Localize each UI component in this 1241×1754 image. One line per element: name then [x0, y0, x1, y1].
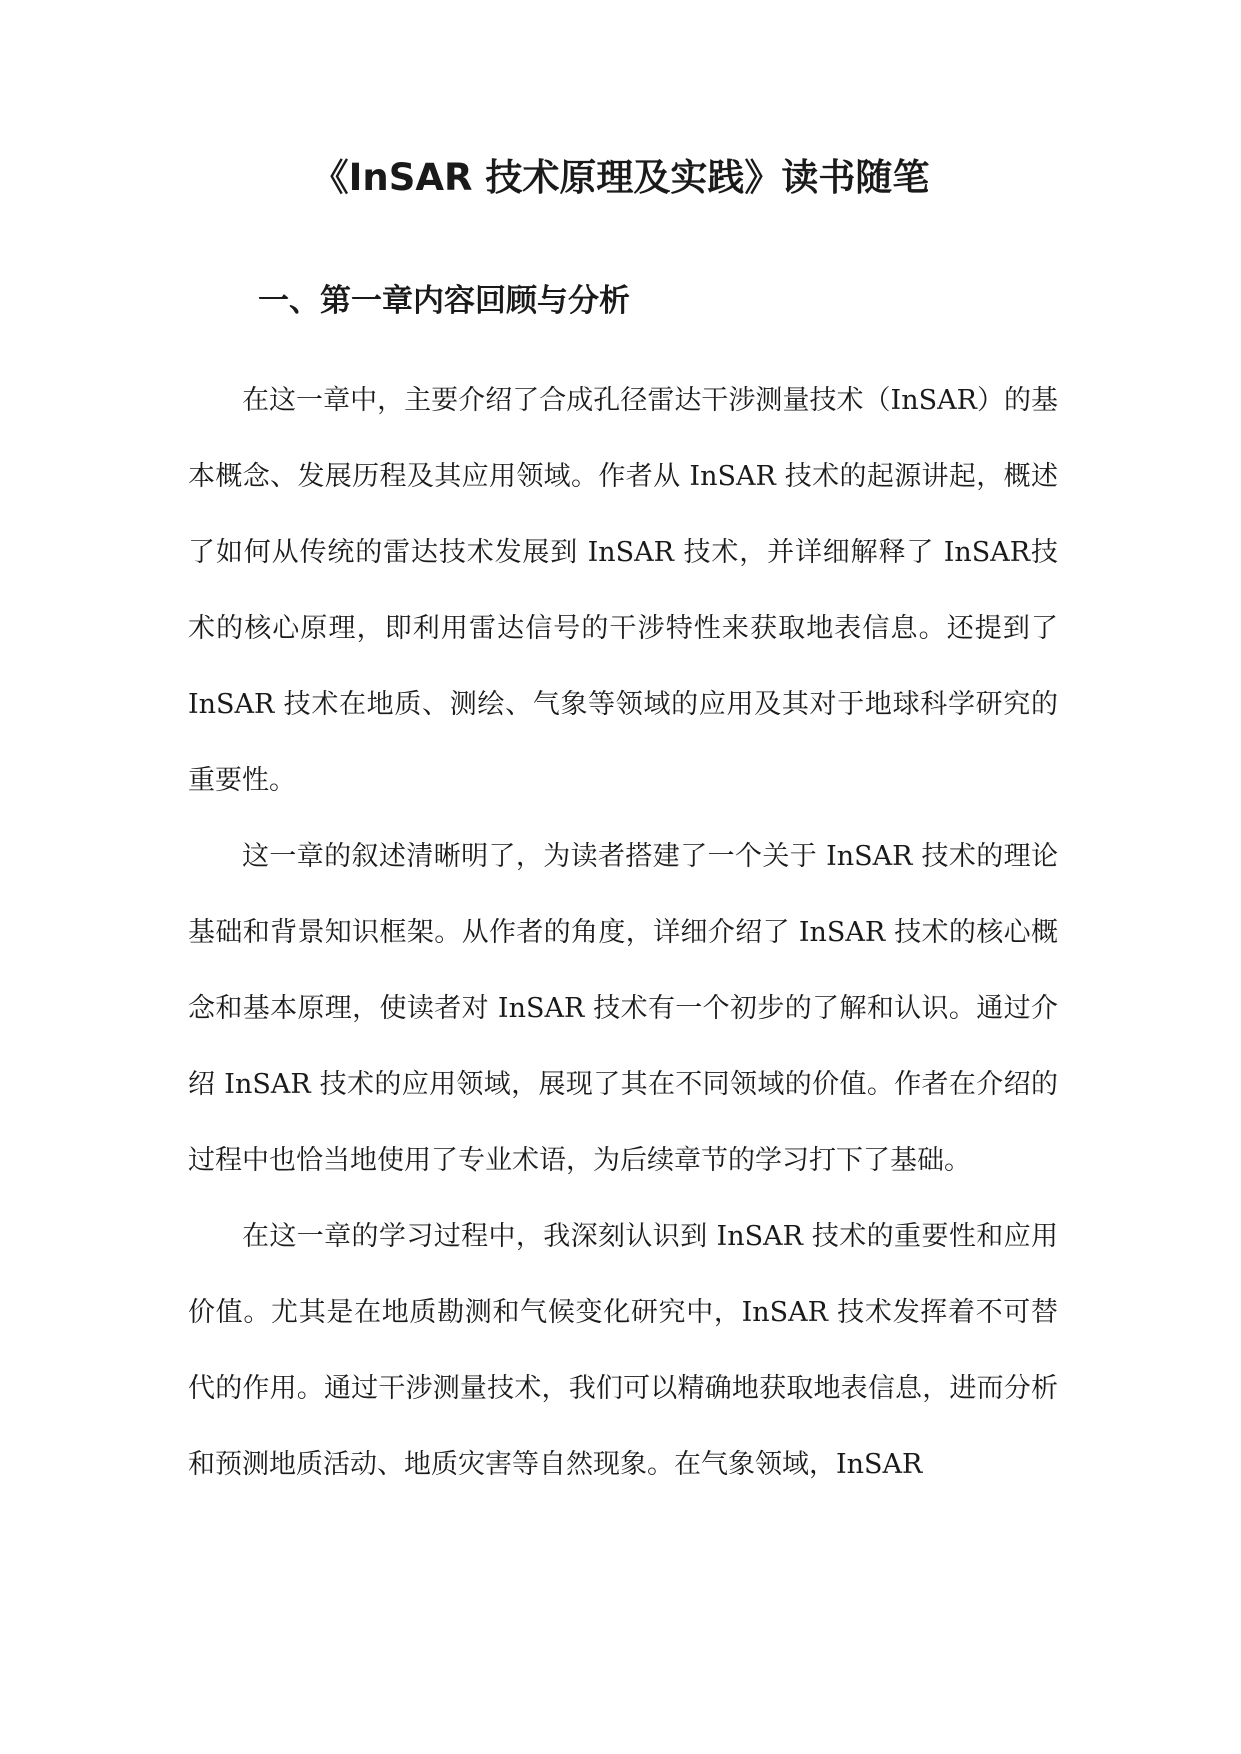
paragraph-1: 在这一章中，主要介绍了合成孔径雷达干涉测量技术（InSAR）的基本概念、发展历程及其应用领域。作者从 InSAR 技术的起源讲起，概述了如何从传统的雷达技术发展到 InSAR 技术，并详细解释了 InSAR技术的核心原理，即利用雷达信号的干涉特性来获取地表信息。还提到了 InSAR 技术在地质、测绘、气象等领域的应用及其对于地球科学研究的重要性。	[188, 385, 1058, 796]
document-title: 《InSAR 技术原理及实践》读书随笔	[311, 156, 930, 199]
body-text	[188, 363, 1058, 1503]
paragraph-2: 这一章的叙述清晰明了，为读者搭建了一个关于 InSAR 技术的理论基础和背景知识框架。从作者的角度，详细介绍了 InSAR 技术的核心概念和基本原理，使读者对 InSAR 技术有一个初步的了解和认识。通过介绍 InSAR 技术的应用领域，展现了其在不同领域的价值。作者在介绍的过程中也恰当地使用了专业术语，为后续章节的学习打下了基础。	[188, 841, 1058, 1176]
paragraph-3: 在这一章的学习过程中，我深刻认识到 InSAR 技术的重要性和应用价值。尤其是在地质勘测和气候变化研究中，InSAR 技术发挥着不可替代的作用。通过干涉测量技术，我们可以精确地获取地表信息，进而分析和预测地质活动、地质灾害等自然现象。在气象领域，InSAR	[188, 1221, 1058, 1480]
section-heading: 一、第一章内容回顾与分析	[258, 283, 630, 319]
